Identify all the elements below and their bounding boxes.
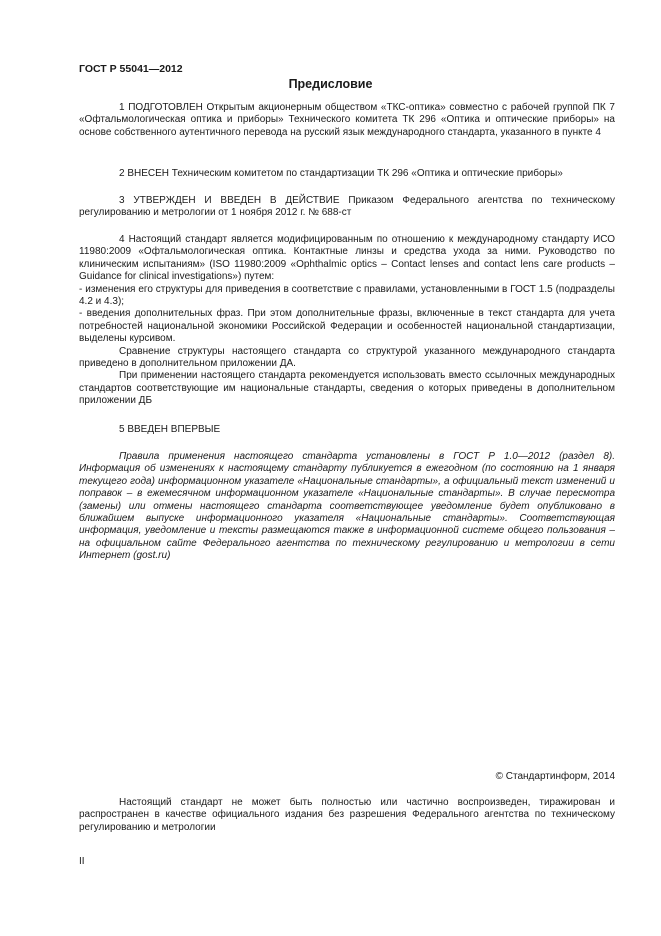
item-1-text: 1 ПОДГОТОВЛЕН Открытым акционерным обществом «ТКС-оптика» совместно с рабочей группой ПК 7 «Офтальмологическая оптика и приборы» Технического комитета ТК 296 «Оптика и оптические приборы» на основе собственного аутентичного перевода на русский язык международного стандарта, указанного в пункте 4 — [79, 102, 615, 138]
rules-note-text: Правила применения настоящего стандарта установлены в ГОСТ Р 1.0—2012 (раздел 8). Информация об изменениях к настоящему стандарту публикуется в ежегодном (по состоянию на 1 января текущего года) информационном указателе «Национальные стандарты», а официальный текст изменений и поправок – в ежемесячном информационном указателе «Национальные стандарты». В случае пересмотра (замены) или отмены настоящего стандарта соответствующее уведомление будет опубликовано в ближайшем выпуске информационного указателя «Национальные стандарты». Соответствующая информация, уведомление и тексты размещаются также в информационной системе общего пользования – на официальном сайте Федерального агентства по техническому регулированию и метрологии в сети Интернет (gost.ru) — [79, 451, 615, 562]
item-3-text: 3 УТВЕРЖДЕН И ВВЕДЕН В ДЕЙСТВИЕ Приказом Федерального агентства по техническому регулированию и метрологии от 1 ноября 2012 г. № 688-ст — [79, 195, 615, 219]
item-4-paragraph-2: При применении настоящего стандарта рекомендуется использовать вместо ссылочных международных стандартов соответствующие им национальные стандарты, сведения о которых приведены в дополнительном приложении ДБ — [79, 370, 615, 407]
document-number: ГОСТ Р 55041—2012 — [79, 63, 183, 75]
item-3 — [79, 195, 615, 220]
item-2-text: 2 ВНЕСЕН Техническим комитетом по стандартизации ТК 296 «Оптика и оптические приборы» — [119, 168, 563, 179]
item-4 — [79, 234, 615, 408]
copyright: © Стандартинформ, 2014 — [495, 771, 615, 782]
reproduction-notice-text: Настоящий стандарт не может быть полностью или частично воспроизведен, тиражирован и распространен в качестве официального издания без разрешения Федерального агентства по техническому регулированию и метрологии — [79, 797, 615, 833]
item-5 — [79, 424, 615, 436]
item-5-text: 5 ВВЕДЕН ВПЕРВЫЕ — [119, 424, 221, 435]
item-4-intro: 4 Настоящий стандарт является модифицированным по отношению к международному стандарту ИСО 11980:2009 «Офтальмологическая оптика. Контактные линзы и средства ухода за ними. Руководство по клиническим испытаниям» (ISO 11980:2009 «Ophthalmic optics – Contact lenses and contact lens care products – Guidance for clinical investigations») путем: — [79, 234, 615, 283]
item-4-bullet-2: - введения дополнительных фраз. При этом дополнительные фразы, включенные в текст стандарта для учета потребностей национальной экономики Российской Федерации и особенностей национальной стандартизации, выделены курсивом. — [79, 308, 615, 345]
item-4-bullet-1: - изменения его структуры для приведения в соответствие с правилами, установленными в ГОСТ 1.5 (подразделы 4.2 и 4.3); — [79, 283, 615, 308]
page-title: Предисловие — [288, 77, 373, 91]
reproduction-notice — [79, 797, 615, 834]
item-4-paragraph-1: Сравнение структуры настоящего стандарта со структурой указанного международного стандарта приведено в дополнительном приложении ДА. — [79, 345, 615, 370]
item-1 — [79, 102, 615, 139]
item-2 — [79, 168, 615, 180]
page-number: II — [79, 856, 85, 867]
rules-note — [79, 451, 615, 563]
